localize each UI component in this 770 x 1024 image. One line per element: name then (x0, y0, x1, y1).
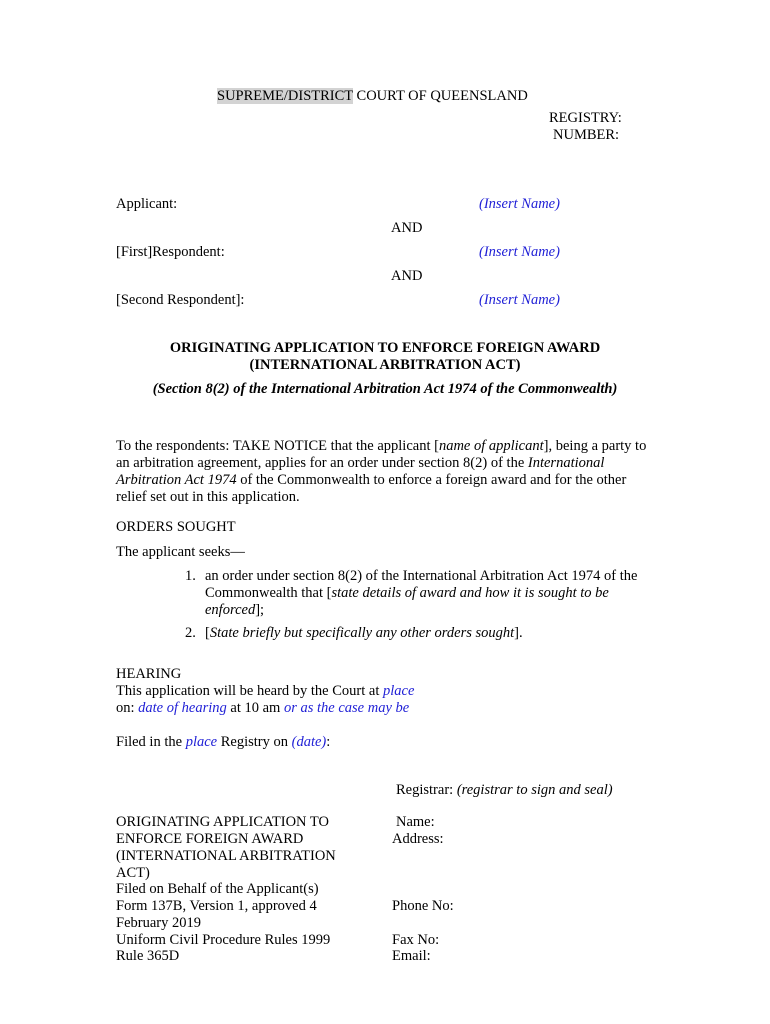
hearing-time-text: at 10 am (226, 700, 284, 716)
registrar-signature-placeholder: (registrar to sign and seal) (456, 782, 613, 798)
order-item-2-open: [ (205, 625, 210, 641)
hearing-on-label: on: (116, 700, 139, 716)
hearing-line-2 (116, 700, 409, 717)
notice-paragraph (116, 438, 648, 506)
second-respondent-name-placeholder: (Insert Name) (479, 292, 560, 308)
order-item-1-end: ]; (255, 602, 265, 618)
footer-left-line: (INTERNATIONAL ARBITRATION (116, 848, 336, 864)
filed-place-placeholder: place (185, 734, 218, 750)
footer-left-line: ORIGINATING APPLICATION TO (116, 814, 329, 830)
applicant-label: Applicant: (116, 196, 178, 212)
second-respondent-label: [Second Respondent]: (116, 292, 245, 308)
court-name-rest: COURT OF QUEENSLAND (352, 88, 528, 104)
court-heading (217, 88, 528, 105)
hearing-line-1-text: This application will be heard by the Court at (116, 683, 383, 699)
hearing-alternative-placeholder: or as the case may be (283, 700, 410, 716)
first-respondent-label: [First]Respondent: (116, 244, 225, 260)
court-highlight: SUPREME/DISTRICT (217, 88, 353, 104)
order-item-2-end: ]. (514, 625, 523, 641)
footer-left-line: Rule 365D (116, 948, 180, 964)
order-number-1: 1. (185, 568, 196, 584)
footer-left-line: ENFORCE FOREIGN AWARD (116, 831, 304, 847)
notice-text-a: To the respondents: TAKE NOTICE that the applicant [ (116, 438, 439, 454)
order-item-2 (205, 625, 650, 642)
filed-text-c: Registry on (217, 734, 292, 750)
first-respondent-name-placeholder: (Insert Name) (479, 244, 560, 260)
order-number-2: 2. (185, 625, 196, 641)
number-label: NUMBER: (553, 127, 620, 143)
footer-left-line: Uniform Civil Procedure Rules 1999 (116, 932, 331, 948)
filed-date-placeholder: (date) (291, 734, 327, 750)
and-separator-2: AND (391, 268, 423, 284)
footer-left-line: ACT) (116, 865, 150, 881)
hearing-heading: HEARING (116, 666, 182, 682)
footer-left-line: February 2019 (116, 915, 201, 931)
order-item-1-placeholder: state details of award and how it is sought to be enforced (205, 585, 609, 618)
order-item-1-text: an order under section 8(2) of the International Arbitration Act 1974 of the Commonwealth that [ (205, 568, 638, 601)
filed-colon: : (326, 734, 331, 750)
registry-label: REGISTRY: (549, 110, 622, 126)
notice-applicant-placeholder: name of applicant (438, 438, 544, 454)
and-separator-1: AND (391, 220, 423, 236)
solicitor-fax-label: Fax No: (392, 932, 440, 948)
registrar-label: Registrar: (396, 782, 457, 798)
orders-intro: The applicant seeks— (116, 544, 245, 560)
notice-text-c: ], being a party to an arbitration agreement, applies for an order under section 8(2) of the (116, 438, 647, 471)
notice-act-name: International Arbitration Act 1974 (116, 455, 605, 488)
hearing-line-1 (116, 683, 414, 700)
filed-text-a: Filed in the (116, 734, 186, 750)
hearing-date-placeholder: date of hearing (138, 700, 227, 716)
solicitor-email-label: Email: (392, 948, 431, 964)
solicitor-name-label: Name: (396, 814, 435, 830)
filed-line (116, 734, 330, 751)
applicant-name-placeholder: (Insert Name) (479, 196, 560, 212)
solicitor-phone-label: Phone No: (392, 898, 454, 914)
hearing-place-placeholder: place (382, 683, 415, 699)
footer-left-line: Filed on Behalf of the Applicant(s) (116, 881, 319, 897)
order-item-2-placeholder: State briefly but specifically any other orders sought (209, 625, 515, 641)
document-title-line1: ORIGINATING APPLICATION TO ENFORCE FOREIGN AWARD (169, 340, 601, 356)
document-title-line2: (INTERNATIONAL ARBITRATION ACT) (249, 357, 521, 373)
document-subtitle: (Section 8(2) of the International Arbitration Act 1974 of the Commonwealth) (152, 381, 618, 397)
orders-heading: ORDERS SOUGHT (116, 519, 236, 535)
footer-left-line: Form 137B, Version 1, approved 4 (116, 898, 317, 914)
solicitor-address-label: Address: (392, 831, 444, 847)
registrar-line (396, 782, 613, 799)
notice-text-e: of the Commonwealth to enforce a foreign award and for the other relief set out in this application. (116, 472, 627, 505)
order-item-1 (205, 568, 650, 619)
